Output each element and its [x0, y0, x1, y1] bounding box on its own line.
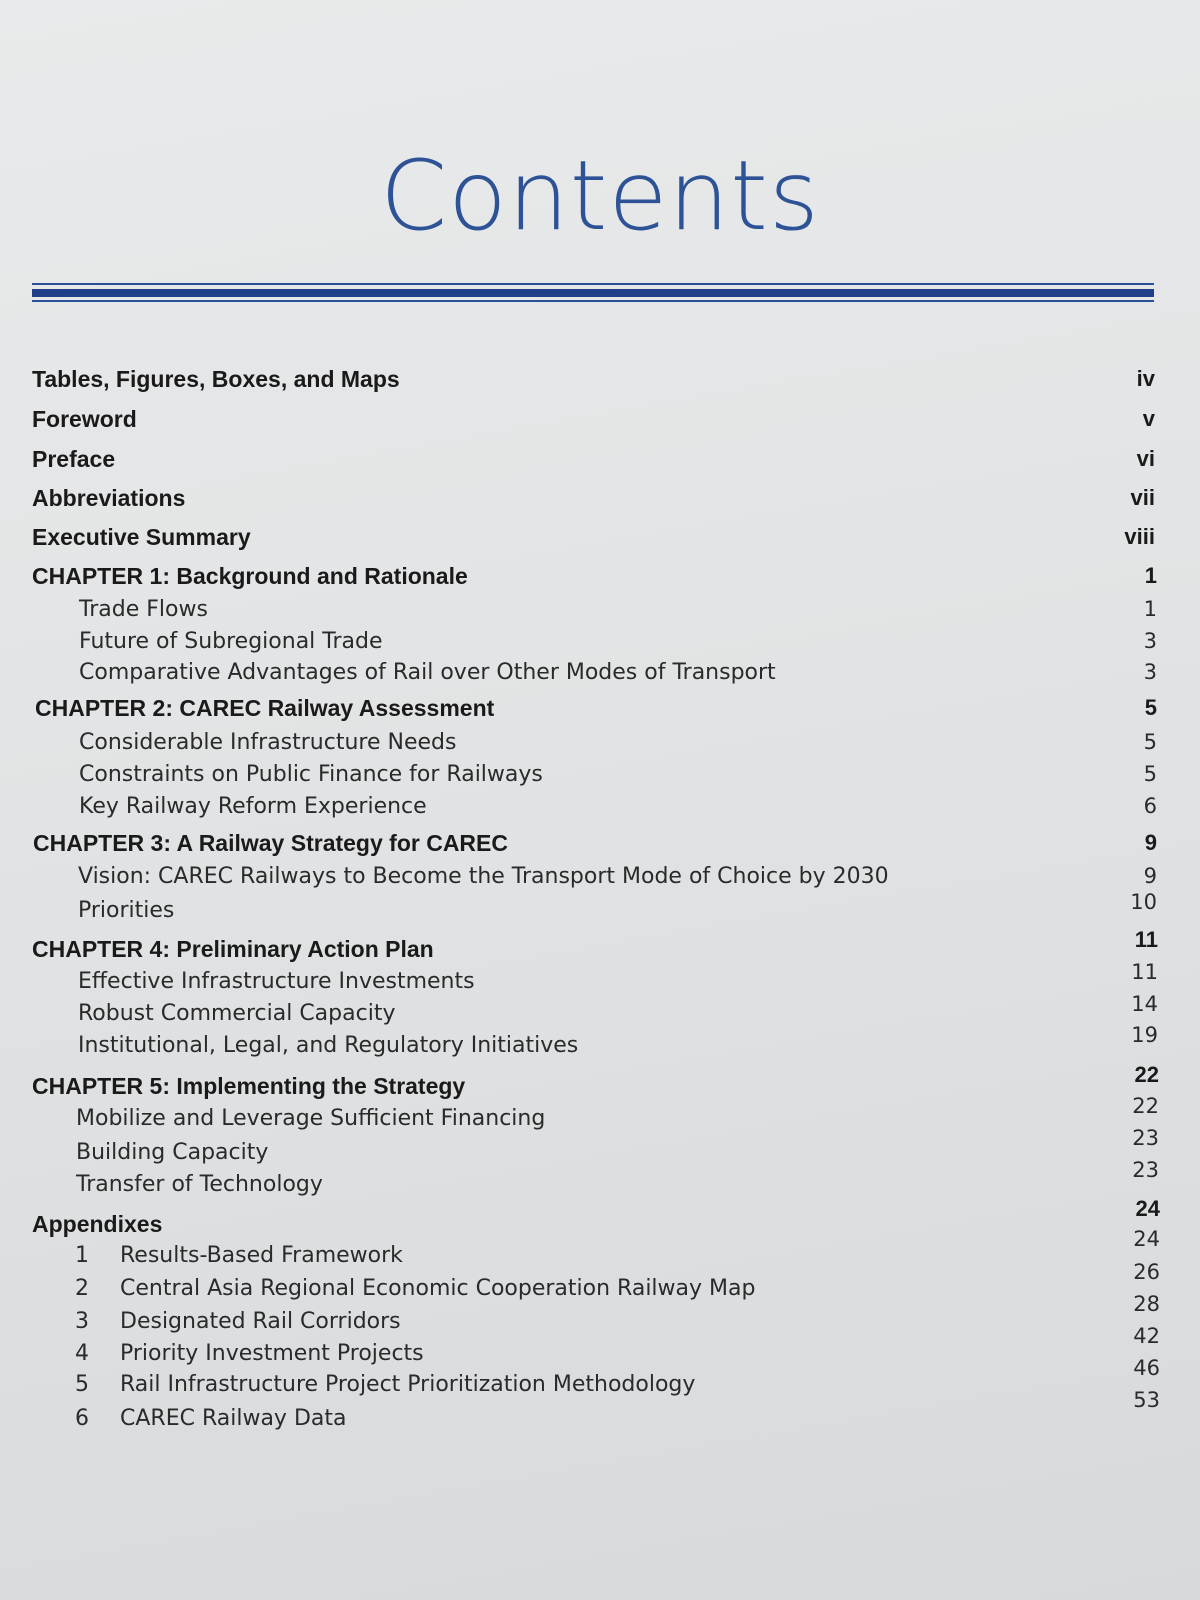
toc-entry-appendix-1[interactable] [0, 1227, 1200, 1275]
toc-entry-page: 26 [1133, 1260, 1160, 1284]
toc-entry-page: 28 [1133, 1292, 1160, 1316]
toc-entry-appendix-4[interactable] [0, 1324, 1200, 1373]
toc-entry-label: Central Asia Regional Economic Cooperation Railway Map [120, 1276, 756, 1301]
toc-entry-page: viii [1124, 524, 1155, 549]
toc-entry-chapter-3[interactable] [0, 830, 1200, 862]
toc-entry-page: 53 [1133, 1388, 1160, 1412]
toc-entry-label: Future of Subregional Trade [79, 629, 383, 654]
toc-entry-preface[interactable] [0, 446, 1200, 478]
toc-entry-page: 9 [1143, 864, 1157, 888]
toc-entry-label: CHAPTER 1: Background and Rationale [32, 563, 468, 589]
toc-entry-executive-summary[interactable] [0, 524, 1200, 556]
toc-entry-page: 5 [1143, 762, 1157, 786]
toc-entry-label: CHAPTER 4: Preliminary Action Plan [32, 936, 434, 962]
toc-entry-label: Rail Infrastructure Project Prioritization Methodology [120, 1372, 696, 1397]
toc-entry-label: Considerable Infrastructure Needs [79, 730, 457, 755]
toc-entry-ch4-institutional[interactable] [0, 1023, 1200, 1065]
toc-entry-page: 19 [1131, 1023, 1158, 1047]
toc-entry-label: Designated Rail Corridors [120, 1309, 401, 1334]
toc-entry-label: CHAPTER 3: A Railway Strategy for CAREC [33, 830, 508, 856]
toc-entry-page: 14 [1131, 992, 1158, 1016]
toc-entry-label: Comparative Advantages of Rail over Other Modes of Transport [79, 660, 776, 685]
appendix-number: 1 [75, 1243, 89, 1268]
toc-entry-ch5-capacity[interactable] [0, 1126, 1200, 1172]
toc-entry-label: CAREC Railway Data [120, 1406, 347, 1431]
toc-entry-chapter-1[interactable] [0, 563, 1200, 595]
toc-entry-appendix-2[interactable] [0, 1260, 1200, 1308]
toc-entry-label: Appendixes [32, 1211, 163, 1237]
toc-entry-page: 10 [1130, 890, 1157, 914]
toc-entry-page: 42 [1133, 1324, 1160, 1348]
toc-entry-appendix-3[interactable] [0, 1292, 1200, 1341]
toc-entry-ch2-infrastructure[interactable] [0, 730, 1200, 762]
toc-entry-page: 9 [1144, 830, 1157, 855]
toc-entry-label: Constraints on Public Finance for Railways [79, 762, 543, 787]
toc-entry-appendixes[interactable] [0, 1196, 1200, 1243]
appendix-number: 6 [75, 1406, 89, 1431]
toc-entry-ch5-financing[interactable] [0, 1094, 1200, 1138]
toc-entry-ch1-comparative[interactable] [0, 660, 1200, 692]
toc-entry-ch2-public-finance[interactable] [0, 762, 1200, 794]
toc-entry-chapter-2[interactable] [0, 695, 1200, 727]
toc-entry-ch1-trade-flows[interactable] [0, 597, 1200, 629]
toc-entry-label: Trade Flows [79, 597, 208, 622]
toc-entry-page: 23 [1132, 1126, 1159, 1150]
toc-entry-label: Robust Commercial Capacity [78, 1001, 396, 1026]
appendix-number: 3 [75, 1309, 89, 1334]
toc-entry-ch2-reform[interactable] [0, 794, 1200, 826]
toc-entry-label: Abbreviations [32, 485, 186, 511]
toc-entry-page: 5 [1144, 695, 1157, 720]
toc-entry-label: Tables, Figures, Boxes, and Maps [32, 366, 400, 392]
toc-entry-page: 24 [1135, 1196, 1160, 1221]
toc-entry-page: 22 [1132, 1094, 1159, 1118]
toc-entry-label: Transfer of Technology [76, 1172, 323, 1197]
toc-entry-foreword[interactable] [0, 406, 1200, 438]
toc-entry-page: iv [1136, 366, 1155, 391]
toc-entry-page: 1 [1144, 563, 1157, 588]
page-title: Contents [380, 140, 820, 252]
toc-entry-label: Effective Infrastructure Investments [78, 969, 475, 994]
toc-entry-page: v [1142, 406, 1155, 431]
toc-entry-page: 5 [1143, 730, 1157, 754]
toc-entry-ch5-technology[interactable] [0, 1158, 1200, 1204]
appendix-number: 4 [75, 1341, 89, 1366]
toc-entry-tables[interactable] [0, 366, 1200, 398]
toc-entry-page: 3 [1143, 629, 1157, 653]
toc-entry-appendix-5[interactable] [0, 1356, 1200, 1404]
toc-entry-ch4-commercial[interactable] [0, 992, 1200, 1033]
toc-entry-page: vii [1130, 485, 1155, 510]
toc-entry-label: Institutional, Legal, and Regulatory Initiatives [78, 1033, 579, 1058]
toc-entry-page: 6 [1143, 794, 1157, 818]
toc-entry-label: Mobilize and Leverage Sufficient Financing [76, 1106, 546, 1131]
toc-entry-label: CHAPTER 2: CAREC Railway Assessment [35, 695, 495, 721]
toc-entry-ch3-priorities[interactable] [0, 890, 1200, 930]
toc-entry-label: Foreword [32, 406, 137, 432]
toc-entry-page: 46 [1133, 1356, 1160, 1380]
appendix-number: 2 [75, 1276, 89, 1301]
toc-entry-label: Building Capacity [76, 1140, 269, 1165]
toc-entry-label: Vision: CAREC Railways to Become the Transport Mode of Choice by 2030 [78, 864, 889, 889]
appendix-number: 5 [75, 1372, 89, 1397]
toc-entry-page: 22 [1134, 1062, 1159, 1087]
toc-entry-ch1-future-trade[interactable] [0, 629, 1200, 661]
toc-entry-label: Executive Summary [32, 524, 251, 550]
toc-entry-page: 11 [1134, 927, 1158, 952]
toc-entry-page: 11 [1131, 960, 1158, 984]
toc-entry-label: Priorities [78, 898, 175, 923]
toc-entry-page: 1 [1143, 597, 1157, 621]
toc-entry-label: CHAPTER 5: Implementing the Strategy [32, 1073, 466, 1099]
toc-entry-ch4-investments[interactable] [0, 960, 1200, 1001]
toc-entry-label: Priority Investment Projects [120, 1341, 424, 1366]
toc-entry-page: 24 [1133, 1227, 1160, 1251]
toc-entry-appendix-6[interactable] [0, 1388, 1200, 1438]
toc-entry-page: vi [1136, 446, 1155, 471]
toc-entry-ch3-vision[interactable] [0, 864, 1200, 896]
toc-entry-label: Key Railway Reform Experience [79, 794, 427, 819]
toc-entry-label: Results-Based Framework [120, 1243, 403, 1268]
toc-entry-chapter-5[interactable] [0, 1062, 1200, 1105]
toc-entry-page: 3 [1143, 660, 1157, 684]
toc-entry-abbreviations[interactable] [0, 485, 1200, 517]
toc-entry-chapter-4[interactable] [0, 927, 1200, 968]
toc-entry-label: Preface [32, 446, 116, 472]
toc-entry-page: 23 [1132, 1158, 1159, 1182]
